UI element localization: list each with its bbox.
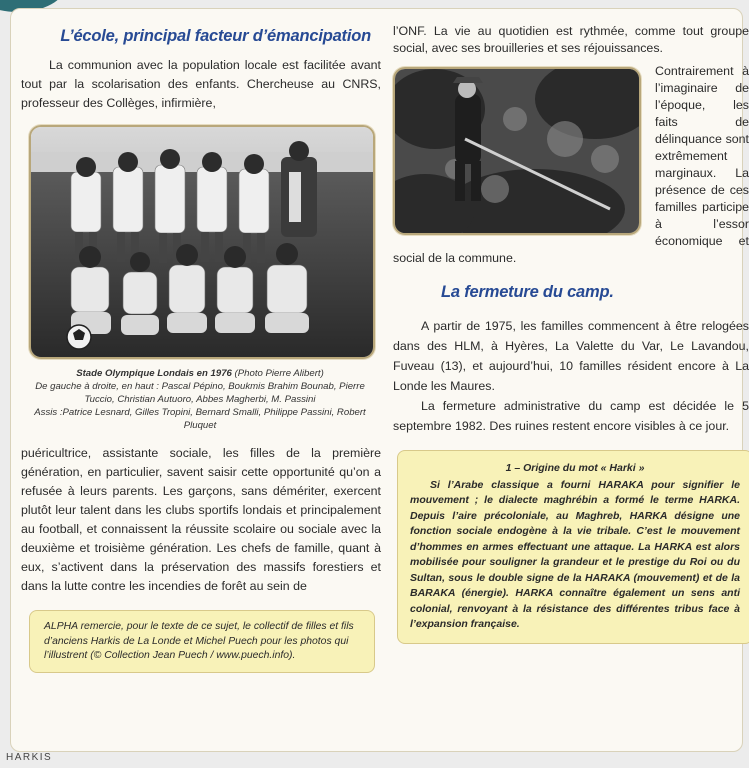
- forest-worker-photo: [393, 67, 641, 235]
- magazine-page: [10, 8, 749, 752]
- note-title: 1 – Origine du mot « Harki »: [505, 462, 645, 474]
- forest-worker-image: [395, 69, 639, 233]
- harki-origin-box: [397, 450, 749, 644]
- right-float-block: [393, 63, 749, 267]
- intro-paragraph: La communion avec la population locale est facilitée avant tout par la scolarisation des enfants. Chercheuse au CNRS, professeur des Collèges, infirmière,: [21, 58, 381, 110]
- caption-title: Stade Olympique Londais en 1976: [76, 368, 232, 379]
- caption-names-top: De gauche à droite, en haut : Pascal Pépino, Boukmis Brahim Bounab, Pierre Tuccio, Christian Autuoro, Abbes Magherbi, M. Passini: [35, 381, 365, 405]
- credits-text: ALPHA remercie, pour le texte de ce sujet, le collectif de filles et fils d’anciens Harkis de La Londe et Michel Puech pour les photos qui l’illustrent (© Collection Jean Puech / www.puech.info).: [44, 621, 354, 661]
- section-heading-ecole: L’école, principal facteur d’émancipation: [60, 27, 371, 45]
- credits-box: [29, 610, 375, 673]
- left-column: [21, 27, 381, 673]
- right-column: [393, 23, 749, 644]
- right-paragraph-4: La fermeture administrative du camp est décidée le 5 septembre 1982. Des ruines restent encore visibles à ce jour.: [393, 399, 749, 433]
- photo-caption: [29, 367, 371, 432]
- right-paragraph-top: l’ONF. La vie au quotidien est rythmée, comme tout groupe social, avec ses brouilleries et ses réjouissances.: [393, 24, 749, 55]
- footer-brand: HARKIS: [6, 752, 53, 763]
- note-body: Si l’Arabe classique a fourni HARAKA pour signifier le mouvement ; le dialecte maghrébin a formé le terme HARKA. Depuis l’aire précoloniale, au Maghreb, HARKA désigne une fonction sociale endogène à la vie tribale. C’est le mouvement d’hommes en armes effectuant une attaque. La HARKA est alors mobilisée pour souligner la grandeur et le prestige du Roi ou du Sultan, sous le double signe de la HARAKA (mouvement) et de la BARAKA (énergie). HARKA connaître également un sens anti colonial, renvoyant à la résistance des différentes tribus face à l’expansion française.: [410, 478, 740, 630]
- caption-names-seated: Assis :Patrice Lesnard, Gilles Tropini, Bernard Smalli, Philippe Passini, Robert Pluquet: [34, 407, 366, 431]
- section-heading-fermeture: La fermeture du camp.: [441, 283, 614, 301]
- right-paragraph-float: Contrairement à l’imaginaire de l’époque, les faits de délinquance sont extrêmement marginaux. La présence de ces familles participe à l’essor économique et social de la commune.: [393, 64, 749, 265]
- football-team-image: [31, 127, 373, 357]
- caption-credit: (Photo Pierre Alibert): [231, 368, 324, 379]
- football-team-photo: [29, 125, 375, 359]
- body-paragraph-2: puéricultrice, assistante sociale, les filles de la première génération, en particulier, savent saisir cette opportunité qu’on a refusée à leurs parents. Les garçons, sans démériter, exercent plutôt leur talent dans les clubs sportifs londais et principalement au football, et connaissent la réussite scolaire ou sociale avec la deuxième et troisième génération. Les chefs de famille, quant à eux, s’activent dans la préservation des massifs forestiers et dans la lutte contre les incendies de forêt au sein de: [21, 446, 381, 593]
- right-paragraph-3: A partir de 1975, les familles commencent à être relogées dans des HLM, à Hyères, La Valette du Var, Le Lavandou, Fuveau (13), et aujourd’hui, 10 familles résident encore à La Londe les Maures.: [393, 319, 749, 393]
